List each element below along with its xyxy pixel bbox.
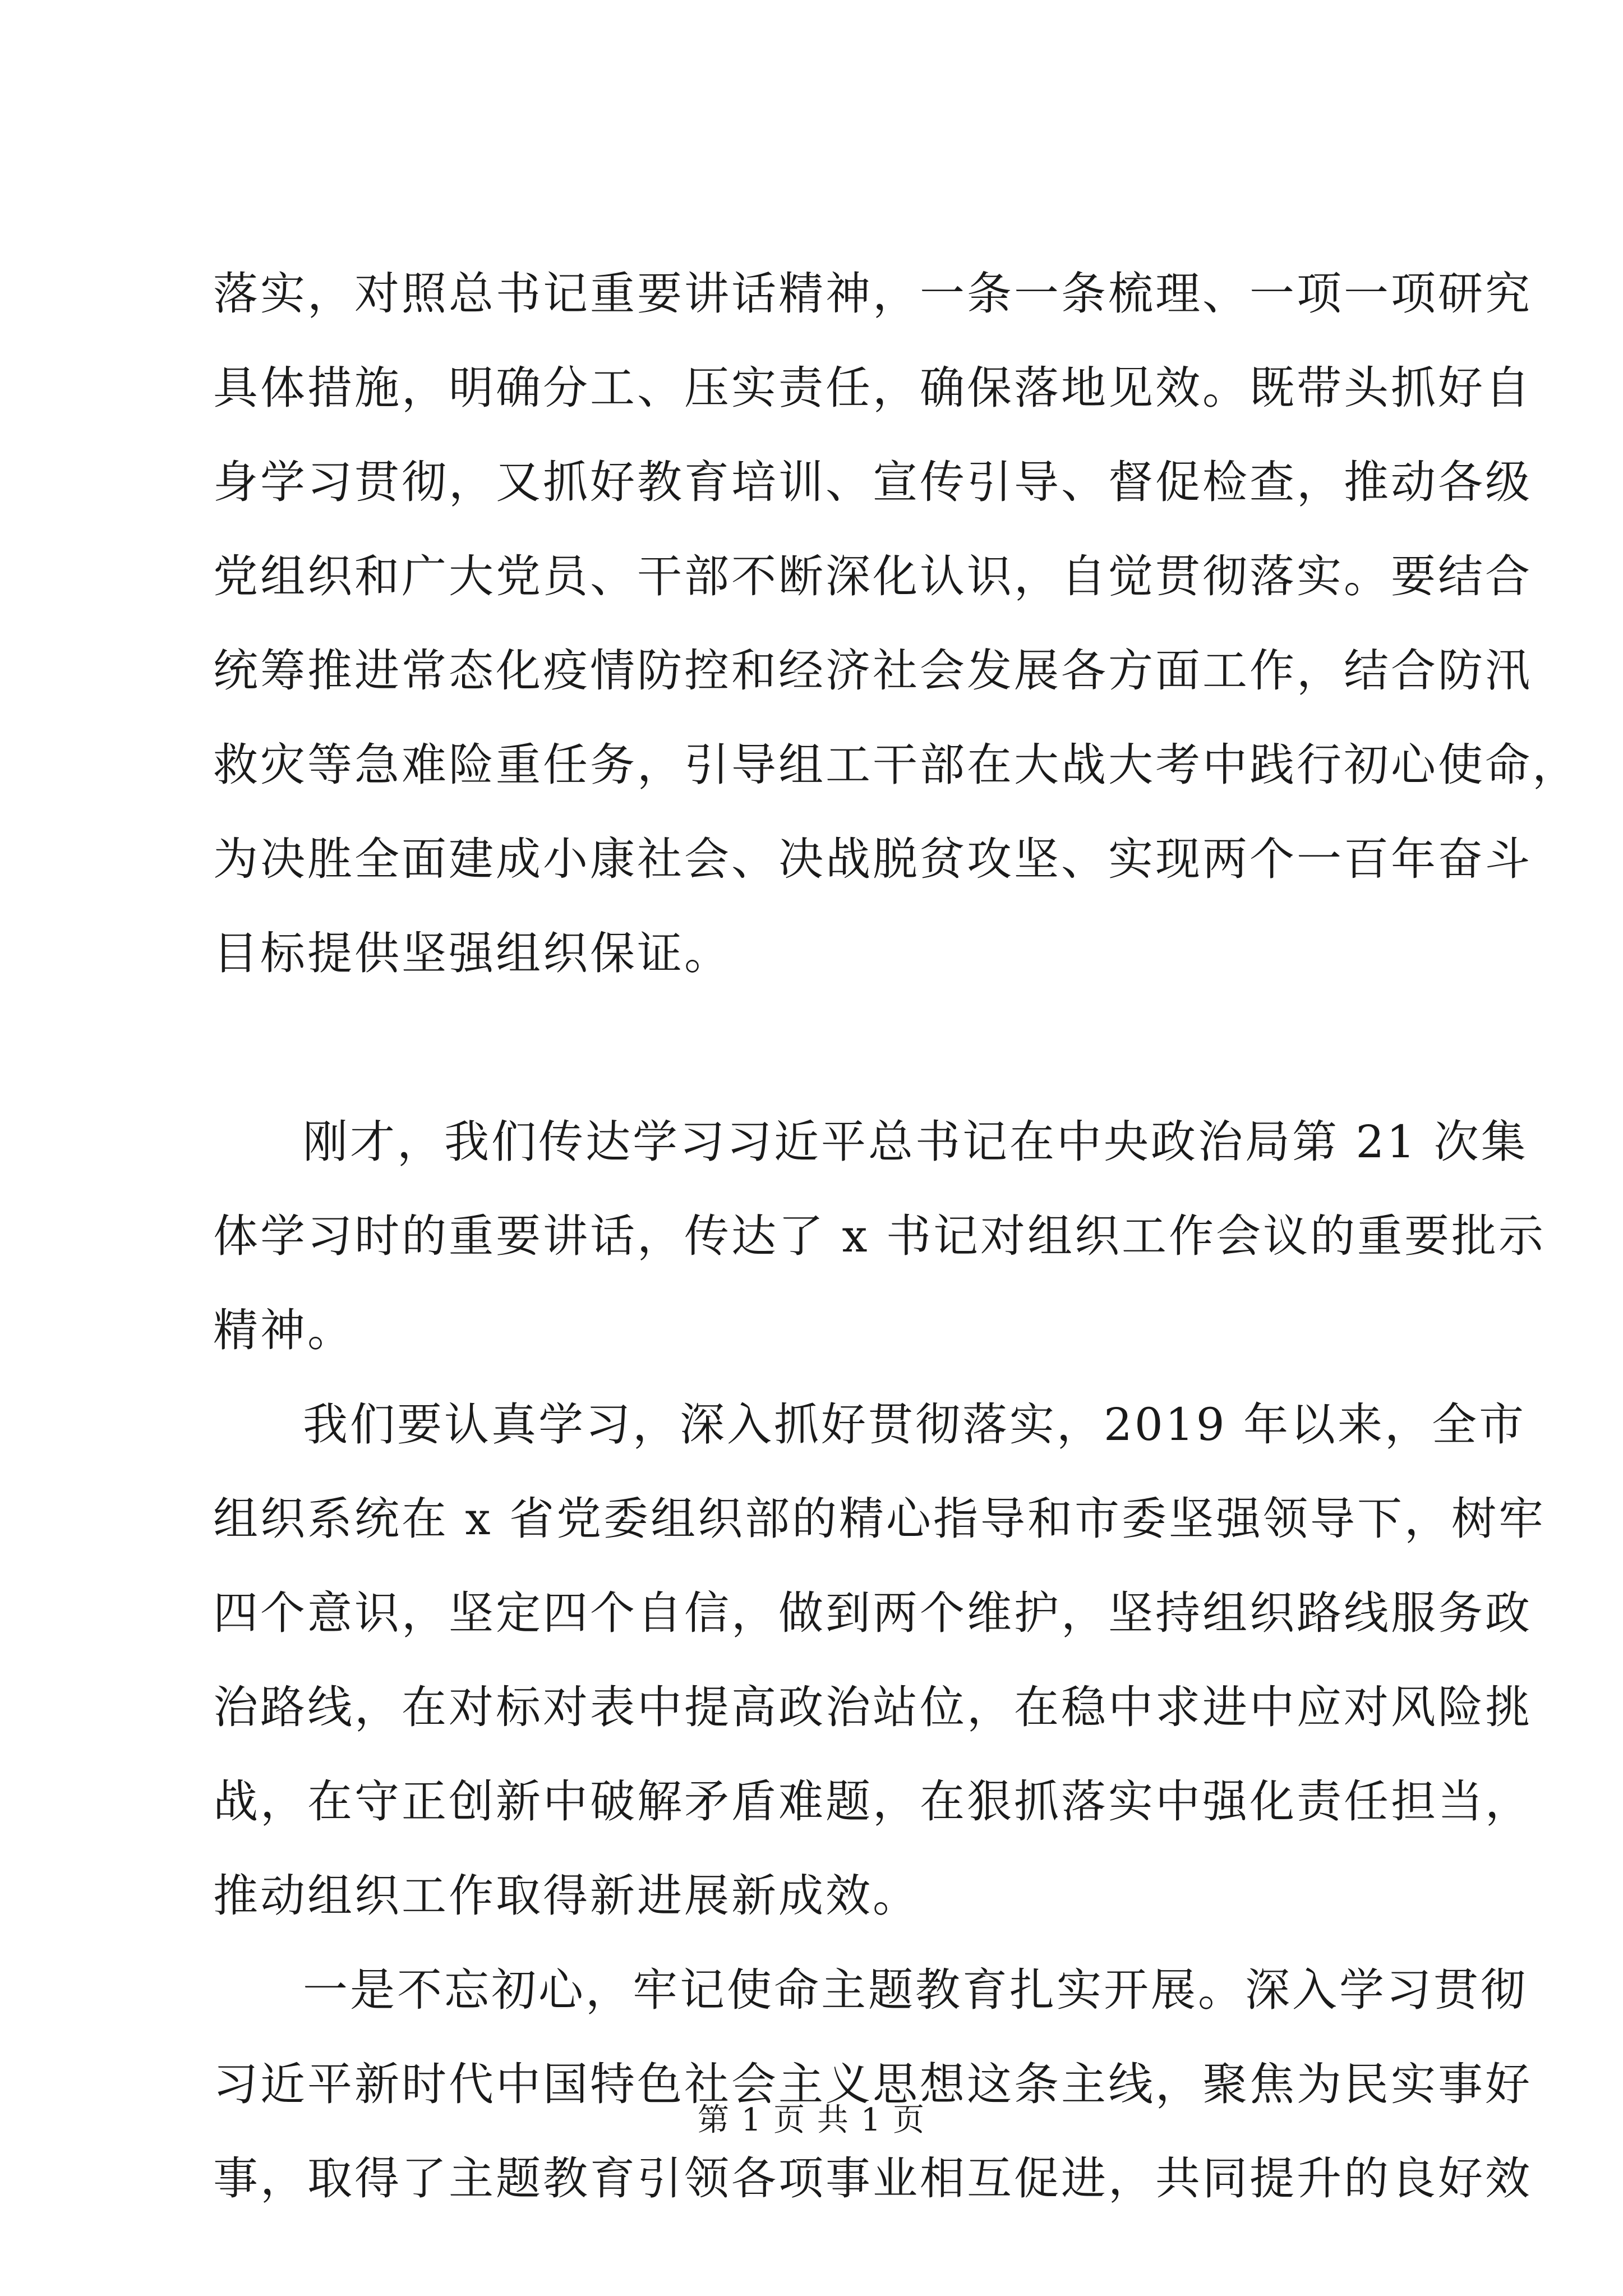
paragraph-1 xyxy=(213,247,1579,1001)
text-line: 习近平新时代中国特色社会主义思想这条主线，聚焦为民实事好 xyxy=(213,2058,1532,2110)
text-line: 四个意识，坚定四个自信，做到两个维护，坚持组织路线服务政 xyxy=(213,1587,1532,1639)
text-line: 党组织和广大党员、干部不断深化认识，自觉贯彻落实。要结合 xyxy=(213,550,1532,602)
text-line: 一是不忘初心，牢记使命主题教育扎实开展。深入学习贯彻 xyxy=(303,1964,1528,2016)
text-line: 组织系统在 x 省党委组织部的精心指导和市委坚强领导下，树牢 xyxy=(213,1493,1546,1545)
text-line: 目标提供坚强组织保证。 xyxy=(213,927,731,979)
text-line: 战，在守正创新中破解矛盾难题，在狠抓落实中强化责任担当， xyxy=(213,1775,1532,1828)
paragraph-2 xyxy=(213,1095,1546,1378)
text-line: 统筹推进常态化疫情防控和经济社会发展各方面工作，结合防汛 xyxy=(213,645,1532,697)
paragraph-gap xyxy=(213,1001,1413,1095)
paragraph-3 xyxy=(213,1378,1546,1943)
text-line: 具体措施，明确分工、压实责任，确保落地见效。既带头抓好自 xyxy=(213,362,1532,414)
text-line: 事，取得了主题教育引领各项事业相互促进，共同提升的良好效 xyxy=(213,2152,1532,2205)
paragraph-4 xyxy=(213,1943,1532,2226)
text-line: 救灾等急难险重任务，引导组工干部在大战大考中践行初心使命， xyxy=(213,739,1579,791)
text-line: 落实，对照总书记重要讲话精神，一条一条梳理、一项一项研究 xyxy=(213,268,1532,320)
text-line: 为决胜全面建成小康社会、决战脱贫攻坚、实现两个一百年奋斗 xyxy=(213,833,1532,885)
text-line: 身学习贯彻，又抓好教育培训、宣传引导、督促检查，推动各级 xyxy=(213,456,1532,508)
text-line: 治路线，在对标对表中提高政治站位，在稳中求进中应对风险挑 xyxy=(213,1681,1532,1733)
document-body xyxy=(213,247,1579,2226)
text-line: 刚才，我们传达学习习近平总书记在中央政治局第 21 次集 xyxy=(303,1116,1528,1168)
text-line: 推动组织工作取得新进展新成效。 xyxy=(213,1870,920,1922)
text-line: 体学习时的重要讲话，传达了 x 书记对组织工作会议的重要批示 xyxy=(213,1210,1546,1262)
text-line: 精神。 xyxy=(213,1304,354,1356)
page-footer: 第 1 页 共 1 页 xyxy=(697,2102,926,2138)
text-line: 我们要认真学习，深入抓好贯彻落实，2019 年以来，全市 xyxy=(303,1398,1527,1451)
